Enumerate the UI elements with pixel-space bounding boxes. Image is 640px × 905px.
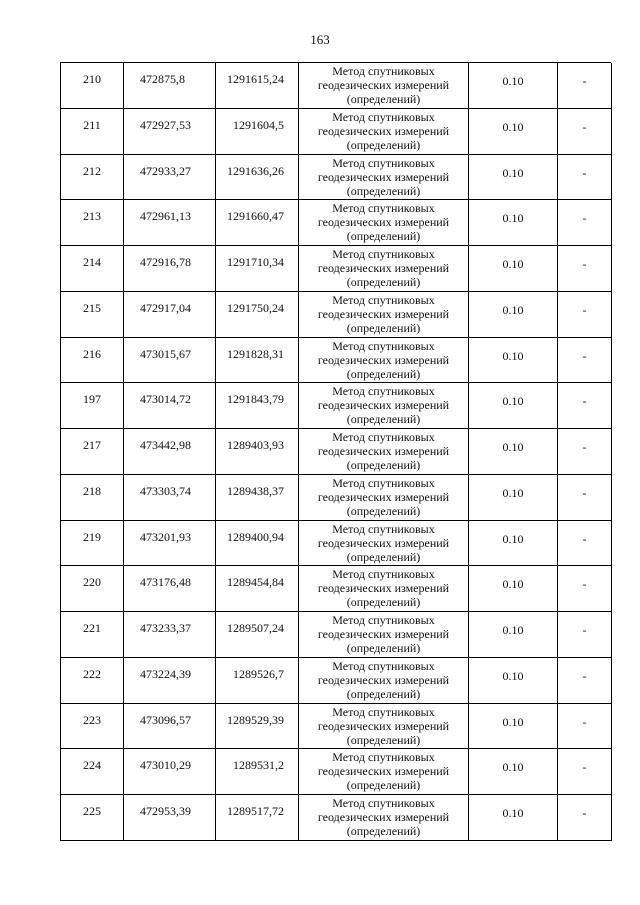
y-coordinate-cell: 1289526,7 [216, 658, 299, 704]
point-number-cell: 210 [61, 63, 124, 109]
note-cell: - [558, 246, 612, 292]
note-cell: - [558, 292, 612, 338]
x-coordinate-cell: 472927,53 [124, 109, 216, 155]
y-coordinate-cell: 1291828,31 [216, 338, 299, 384]
method-cell: Метод спутниковых геодезических измерений (определений) [299, 338, 469, 384]
method-cell: Метод спутниковых геодезических измерений (определений) [299, 521, 469, 567]
method-cell: Метод спутниковых геодезических измерений (определений) [299, 795, 469, 841]
y-coordinate-cell: 1289529,39 [216, 704, 299, 750]
x-coordinate-cell: 473201,93 [124, 521, 216, 567]
note-cell: - [558, 63, 612, 109]
x-coordinate-cell: 473096,57 [124, 704, 216, 750]
note-cell: - [558, 475, 612, 521]
x-coordinate-cell: 473303,74 [124, 475, 216, 521]
note-cell: - [558, 566, 612, 612]
x-coordinate-cell: 473176,48 [124, 566, 216, 612]
point-number-cell: 214 [61, 246, 124, 292]
x-coordinate-cell: 473010,29 [124, 749, 216, 795]
x-coordinate-cell: 472953,39 [124, 795, 216, 841]
note-cell: - [558, 704, 612, 750]
y-coordinate-cell: 1289438,37 [216, 475, 299, 521]
method-cell: Метод спутниковых геодезических измерений (определений) [299, 475, 469, 521]
point-number-cell: 212 [61, 155, 124, 201]
accuracy-cell: 0.10 [469, 246, 558, 292]
page-number: 163 [310, 32, 330, 47]
accuracy-cell: 0.10 [469, 429, 558, 475]
y-coordinate-cell: 1291615,24 [216, 63, 299, 109]
point-number-cell: 211 [61, 109, 124, 155]
point-number-cell: 218 [61, 475, 124, 521]
point-number-cell: 197 [61, 383, 124, 429]
x-coordinate-cell: 473233,37 [124, 612, 216, 658]
method-cell: Метод спутниковых геодезических измерений (определений) [299, 749, 469, 795]
point-number-cell: 217 [61, 429, 124, 475]
method-cell: Метод спутниковых геодезических измерений (определений) [299, 429, 469, 475]
method-cell: Метод спутниковых геодезических измерений (определений) [299, 200, 469, 246]
x-coordinate-cell: 473224,39 [124, 658, 216, 704]
note-cell: - [558, 795, 612, 841]
note-cell: - [558, 429, 612, 475]
accuracy-cell: 0.10 [469, 566, 558, 612]
note-cell: - [558, 155, 612, 201]
point-number-cell: 213 [61, 200, 124, 246]
y-coordinate-cell: 1291636,26 [216, 155, 299, 201]
point-number-cell: 222 [61, 658, 124, 704]
x-coordinate-cell: 473442,98 [124, 429, 216, 475]
accuracy-cell: 0.10 [469, 200, 558, 246]
method-cell: Метод спутниковых геодезических измерений (определений) [299, 566, 469, 612]
method-cell: Метод спутниковых геодезических измерений (определений) [299, 292, 469, 338]
accuracy-cell: 0.10 [469, 383, 558, 429]
y-coordinate-cell: 1289454,84 [216, 566, 299, 612]
x-coordinate-cell: 473015,67 [124, 338, 216, 384]
x-coordinate-cell: 472917,04 [124, 292, 216, 338]
accuracy-cell: 0.10 [469, 155, 558, 201]
y-coordinate-cell: 1289400,94 [216, 521, 299, 567]
y-coordinate-cell: 1291660,47 [216, 200, 299, 246]
accuracy-cell: 0.10 [469, 521, 558, 567]
accuracy-cell: 0.10 [469, 658, 558, 704]
x-coordinate-cell: 473014,72 [124, 383, 216, 429]
y-coordinate-cell: 1289507,24 [216, 612, 299, 658]
note-cell: - [558, 612, 612, 658]
note-cell: - [558, 521, 612, 567]
y-coordinate-cell: 1289531,2 [216, 749, 299, 795]
method-cell: Метод спутниковых геодезических измерений (определений) [299, 383, 469, 429]
x-coordinate-cell: 472933,27 [124, 155, 216, 201]
note-cell: - [558, 338, 612, 384]
method-cell: Метод спутниковых геодезических измерений (определений) [299, 63, 469, 109]
accuracy-cell: 0.10 [469, 63, 558, 109]
accuracy-cell: 0.10 [469, 612, 558, 658]
method-cell: Метод спутниковых геодезических измерений (определений) [299, 658, 469, 704]
accuracy-cell: 0.10 [469, 704, 558, 750]
method-cell: Метод спутниковых геодезических измерений (определений) [299, 155, 469, 201]
y-coordinate-cell: 1291710,34 [216, 246, 299, 292]
note-cell: - [558, 109, 612, 155]
note-cell: - [558, 200, 612, 246]
method-cell: Метод спутниковых геодезических измерений (определений) [299, 246, 469, 292]
point-number-cell: 219 [61, 521, 124, 567]
y-coordinate-cell: 1291604,5 [216, 109, 299, 155]
x-coordinate-cell: 472961,13 [124, 200, 216, 246]
accuracy-cell: 0.10 [469, 475, 558, 521]
point-number-cell: 215 [61, 292, 124, 338]
accuracy-cell: 0.10 [469, 292, 558, 338]
accuracy-cell: 0.10 [469, 749, 558, 795]
note-cell: - [558, 749, 612, 795]
accuracy-cell: 0.10 [469, 338, 558, 384]
note-cell: - [558, 658, 612, 704]
method-cell: Метод спутниковых геодезических измерений (определений) [299, 704, 469, 750]
method-cell: Метод спутниковых геодезических измерений (определений) [299, 109, 469, 155]
accuracy-cell: 0.10 [469, 109, 558, 155]
y-coordinate-cell: 1289517,72 [216, 795, 299, 841]
y-coordinate-cell: 1289403,93 [216, 429, 299, 475]
point-number-cell: 221 [61, 612, 124, 658]
y-coordinate-cell: 1291750,24 [216, 292, 299, 338]
point-number-cell: 216 [61, 338, 124, 384]
coordinates-table [60, 62, 611, 841]
accuracy-cell: 0.10 [469, 795, 558, 841]
x-coordinate-cell: 472916,78 [124, 246, 216, 292]
x-coordinate-cell: 472875,8 [124, 63, 216, 109]
method-cell: Метод спутниковых геодезических измерений (определений) [299, 612, 469, 658]
y-coordinate-cell: 1291843,79 [216, 383, 299, 429]
point-number-cell: 220 [61, 566, 124, 612]
point-number-cell: 225 [61, 795, 124, 841]
point-number-cell: 224 [61, 749, 124, 795]
note-cell: - [558, 383, 612, 429]
point-number-cell: 223 [61, 704, 124, 750]
